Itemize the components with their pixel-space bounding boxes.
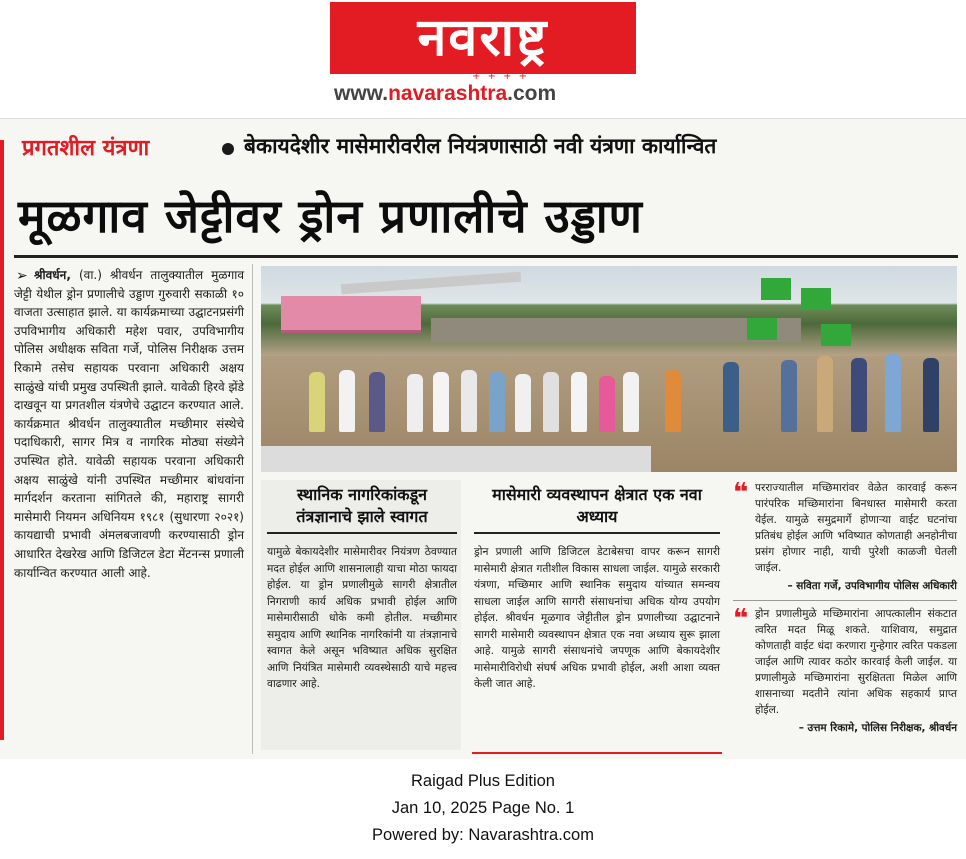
source-credit: (वा.) (78, 268, 102, 282)
person-figure (723, 362, 739, 432)
person-figure (885, 354, 901, 432)
person-figure (571, 372, 587, 432)
citizens-body: यामुळे बेकायदेशीर मासेमारीवर नियंत्रण ठेवण्यात मदत होईल आणि शासनालाही याचा मोठा फायदा होईल. या ड्रोन प्रणालीमुळे सागरी क्षेत्रातील निगराणी कार्य अधिक प्रभावी होईल आणि मासेमारीसाठी धोके कमी होतील. मच्छीमार समुदाय आणि स्थानिक नागरिकांनी या तंत्रज्ञानाचे स्वागत केले असून भविष्यात अधिक सुरक्षित आणि नियंत्रित मासेमारी व्यवस्थेसाठी याचे महत्त्व वाढणार आहे. (267, 545, 457, 690)
sidebar-box-citizens (261, 480, 461, 750)
person-figure (369, 372, 385, 432)
masthead (0, 0, 966, 118)
quote-divider (733, 600, 957, 601)
clipping-edge (0, 140, 4, 740)
main-headline: मूळगाव जेट्टीवर ड्रोन प्रणालीचे उड्डाण (18, 189, 643, 243)
management-heading: मासेमारी व्यवस्थापन क्षेत्रात एक नवा अध्याय (474, 484, 720, 534)
tarp (261, 446, 651, 472)
person-figure (461, 370, 477, 432)
dateline: श्रीवर्धन, (34, 268, 71, 282)
newspaper-logo: नवराष्ट्र (330, 2, 636, 74)
powered-by-link[interactable]: Powered by: Navarashtra.com (372, 826, 594, 844)
person-figure (515, 374, 531, 432)
logo-stars: + + + + (472, 71, 530, 82)
url-brand: navarashtra (388, 82, 508, 105)
person-figure (489, 372, 505, 432)
green-flag-icon (801, 288, 831, 310)
person-figure (309, 372, 325, 432)
management-rule (472, 752, 722, 754)
person-figure (623, 372, 639, 432)
drone-canopy (341, 272, 521, 295)
bullet-icon (222, 143, 234, 155)
person-figure (781, 360, 797, 432)
headline-rule (14, 255, 958, 258)
background-wall (431, 318, 801, 342)
footer (0, 768, 966, 849)
article-text: श्रीवर्धन तालुक्यातील मुळगाव जेट्टी येथील ड्रोन प्रणालीचे उड्डाण गुरुवारी सकाळी १० वाजता उत्साहात झाले. या कार्यक्रमाच्या उद्घाटनप्रसंगी उपविभागीय अधिकारी महेश पवार, उपविभागीय पोलिस अधीक्षक सविता गर्जे, पोलिस निरीक्षक उत्तम रिकामे तसेच सहायक परवाना अधिकारी अक्षय साळुंखे यांची प्रमुख उपस्थिती झाले. यावेळी हिरवे झेंडे दाखवून या प्रगतशील यंत्रणेचे उद्घाटन करण्यात आले. कार्यक्रमात श्रीवर्धन तालुक्यातील मच्छीमार संस्थेचे पदाधिकारी, सागर मित्र व नागरिक मोठ्या संख्येने उपस्थित होते. यावेळी सहायक परवाना अधिकारी अक्षय साळुंखे यांनी उपस्थित मच्छीमार बांधवांना मार्गदर्शन करताना सांगितले की, महाराष्ट्र सागरी मासेमारी नियमन अधिनियम १९८१ (सुधारणा २०२१) कायद्याची प्रभावी अंमलबजावणी करण्यासाठी ड्रोन आधारित देखरेख आणि डिजिटल डेटा मेंटनन्स प्रणाली कार्यान्वित करण्यात आली आहे. (14, 268, 244, 580)
green-flag-icon (747, 318, 777, 340)
person-figure (599, 376, 615, 432)
url-prefix: www. (334, 82, 389, 105)
pink-tent (281, 296, 421, 333)
person-figure (407, 374, 423, 432)
sidebar-box-management (470, 480, 724, 750)
management-body: ड्रोन प्रणाली आणि डिजिटल डेटाबेसचा वापर करून सागरी मासेमारी क्षेत्रात गतीशील विकास साधला जाईल. यामुळे सरकारी यंत्रणा, मच्छिमार आणि स्थानिक समुदाय यांच्यात समन्वय साधला जाईल आणि सागरी संसाधनांचा अधिक योग्य उपयोग होईल. श्रीवर्धन मूळगाव जेट्टीतील ड्रोन प्रणालीच्या उद्घाटनाने सागरी मासेमारी व्यवस्थापन क्षेत्रात एक नवा अध्याय सुरू झाला आहे. यामुळे सागरी संसाधनांचे जपणूक आणि बेकायदेशीर मासेमारीविरोधी संघर्ष अधिक प्रभावी होईल, अशी आशा व्यक्त केली जात आहे. (474, 545, 720, 690)
url-suffix: .com (507, 82, 557, 105)
quote-mark-icon: ❝ (733, 478, 749, 508)
person-figure (817, 356, 833, 432)
quote-text: परराज्यातील मच्छिमारांवर वेळेत कारवाई करून पारंपरिक मच्छिमारांना बिनधास्त मासेमारी करता येईल. यामुळे समुद्रमार्गे होणाऱ्या वाईट घटनांचा प्रतिबंध होईल आणि भविष्यात कोणताही अनहोनीचा प्रसंग होणार नाही, याची पुरेशी काळजी घेतली जाईल. (755, 482, 957, 574)
person-figure (543, 372, 559, 432)
column-divider (252, 264, 253, 754)
person-figure (665, 370, 681, 432)
section-tag: प्रगतशील यंत्रणा (22, 136, 150, 161)
citizens-heading: स्थानिक नागरिकांकडून तंत्रज्ञानाचे झाले स्वागत (267, 484, 457, 534)
quote-text: ड्रोन प्रणालीमुळे मच्छिमारांना आपत्कालीन संकटात त्वरित मदत मिळू शकते. याशिवाय, समुद्रात कोणताही वाईट धंदा करणारा गुन्हेगार त्वरित पकडला जाईल आणि त्यावर कठोर कारवाई केली जाईल. या प्रणालीमुळे मच्छिमारांना सुरक्षितता मिळेल आणि शासनाच्या मदतीने त्यांना अधिक सहकार्य प्राप्त होईल. (755, 608, 957, 716)
quote-byline: – उत्तम रिकामे, पोलिस निरीक्षक, श्रीवर्धन (798, 722, 957, 734)
quote-byline: – सविता गर्जे, उपविभागीय पोलिस अधिकारी (787, 580, 957, 592)
edition-label: Raigad Plus Edition (410, 772, 555, 790)
article-body (14, 266, 244, 582)
person-figure (339, 370, 355, 432)
arrow-icon: ➢ (16, 268, 28, 284)
date-page-label: Jan 10, 2025 Page No. 1 (391, 799, 575, 817)
kicker-headline: बेकायदेशीर मासेमारीवरील नियंत्रणासाठी नवी यंत्रणा कार्यान्वित (244, 134, 717, 158)
news-photo (261, 266, 957, 472)
person-figure (851, 358, 867, 432)
quote-mark-icon: ❝ (733, 604, 749, 634)
quote-block (733, 480, 957, 594)
logo-url[interactable] (334, 82, 556, 106)
person-figure (433, 372, 449, 432)
person-figure (923, 358, 939, 432)
green-flag-icon (821, 324, 851, 346)
quote-block (733, 606, 957, 736)
green-flag-icon (761, 278, 791, 300)
